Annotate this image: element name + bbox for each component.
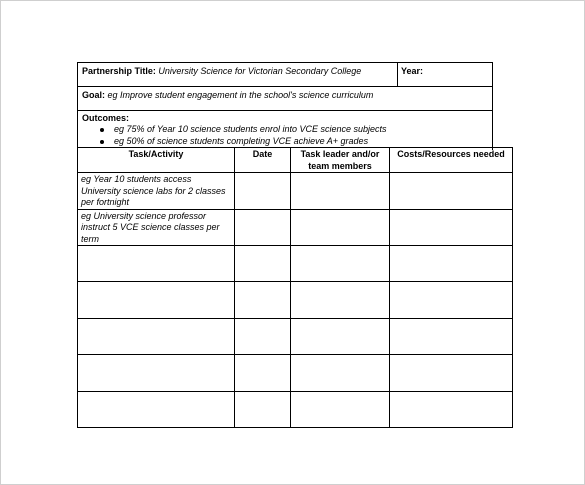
outcomes-row bbox=[77, 110, 493, 150]
partnership-title-field bbox=[82, 66, 392, 78]
task-table bbox=[77, 147, 513, 428]
cell-task-leader[interactable] bbox=[291, 391, 390, 427]
cell-task-leader[interactable] bbox=[291, 355, 390, 391]
cell-task-activity[interactable]: eg Year 10 students access University science labs for 2 classes per fortnight bbox=[78, 173, 235, 210]
header-task-activity: Task/Activity bbox=[78, 148, 235, 173]
table-row bbox=[78, 282, 513, 318]
title-divider bbox=[397, 63, 398, 86]
header-date: Date bbox=[235, 148, 291, 173]
cell-date[interactable] bbox=[235, 173, 291, 210]
table-row bbox=[78, 391, 513, 427]
cell-costs-resources[interactable] bbox=[390, 173, 513, 210]
table-row bbox=[78, 209, 513, 246]
outcomes-label: Outcomes: bbox=[82, 113, 130, 123]
table-header-row bbox=[78, 148, 513, 173]
cell-costs-resources[interactable] bbox=[390, 318, 513, 354]
cell-date[interactable] bbox=[235, 355, 291, 391]
cell-costs-resources[interactable] bbox=[390, 209, 513, 246]
table-row bbox=[78, 246, 513, 282]
goal-row bbox=[77, 86, 493, 111]
outcome-item: eg 50% of science students completing VCE achieve A+ grades bbox=[86, 136, 387, 148]
outcomes-list bbox=[86, 124, 387, 147]
cell-task-leader[interactable] bbox=[291, 173, 390, 210]
goal-value: eg Improve student engagement in the school's science curriculum bbox=[107, 90, 374, 100]
cell-date[interactable] bbox=[235, 318, 291, 354]
cell-task-activity[interactable] bbox=[78, 282, 235, 318]
partnership-title-label: Partnership Title: bbox=[82, 66, 156, 76]
cell-task-activity[interactable] bbox=[78, 391, 235, 427]
cell-task-leader[interactable] bbox=[291, 246, 390, 282]
cell-task-activity[interactable] bbox=[78, 246, 235, 282]
cell-costs-resources[interactable] bbox=[390, 282, 513, 318]
partnership-title-row bbox=[77, 62, 493, 87]
cell-task-activity[interactable] bbox=[78, 318, 235, 354]
cell-costs-resources[interactable] bbox=[390, 246, 513, 282]
goal-field bbox=[82, 90, 487, 102]
cell-task-leader[interactable] bbox=[291, 209, 390, 246]
cell-task-activity[interactable]: eg University science professor instruct 5 VCE science classes per term bbox=[78, 209, 235, 246]
outcome-item: eg 75% of Year 10 science students enrol into VCE science subjects bbox=[86, 124, 387, 136]
header-costs-resources: Costs/Resources needed bbox=[390, 148, 513, 173]
partnership-title-value: University Science for Victorian Secondary College bbox=[158, 66, 362, 76]
table-row bbox=[78, 173, 513, 210]
goal-label: Goal: bbox=[82, 90, 106, 100]
year-label: Year: bbox=[401, 66, 424, 76]
cell-date[interactable] bbox=[235, 246, 291, 282]
header-task-leader: Task leader and/or team members bbox=[291, 148, 390, 173]
cell-date[interactable] bbox=[235, 209, 291, 246]
cell-task-activity[interactable] bbox=[78, 355, 235, 391]
table-row bbox=[78, 318, 513, 354]
cell-date[interactable] bbox=[235, 282, 291, 318]
cell-task-leader[interactable] bbox=[291, 282, 390, 318]
cell-task-leader[interactable] bbox=[291, 318, 390, 354]
table-row bbox=[78, 355, 513, 391]
cell-costs-resources[interactable] bbox=[390, 391, 513, 427]
cell-costs-resources[interactable] bbox=[390, 355, 513, 391]
cell-date[interactable] bbox=[235, 391, 291, 427]
